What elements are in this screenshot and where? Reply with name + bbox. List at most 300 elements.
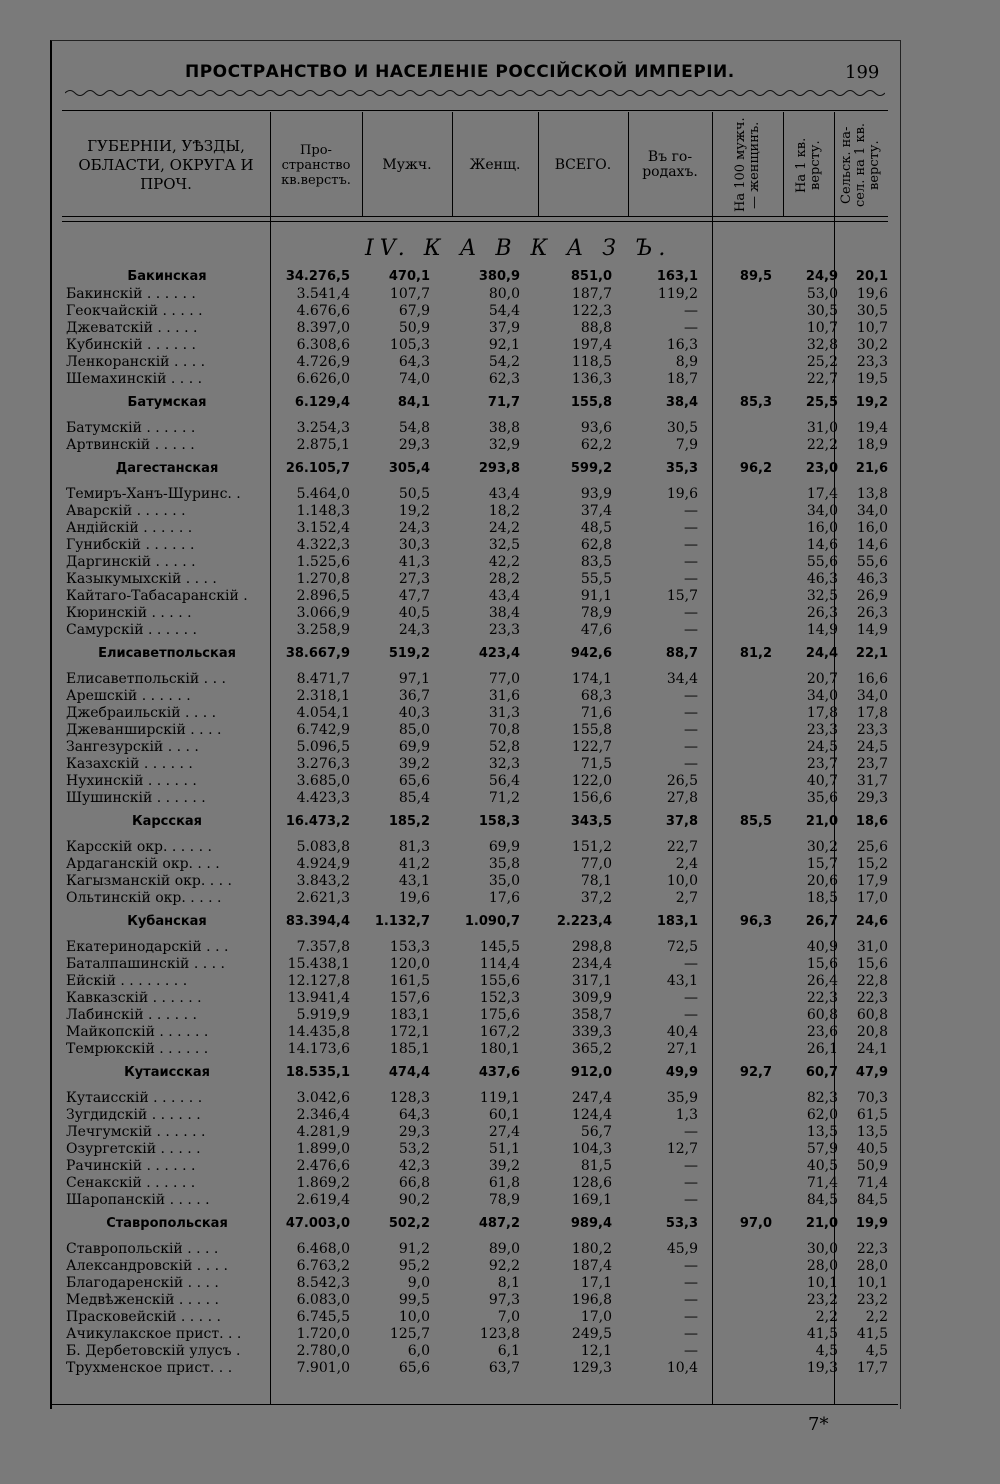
urban-cell: 12,7 [666,1141,698,1157]
urban-cell: — [684,605,698,621]
row-name: Джеватскій . . . . . [66,320,198,336]
rural-density-cell: 24,5 [856,739,888,755]
row-name: Кайтаго-Табасаранскій . [66,588,248,604]
women-cell: 63,7 [488,1360,520,1376]
total-cell: 129,3 [571,1360,612,1376]
total-cell: 118,5 [571,354,612,370]
total-cell: 56,7 [580,1124,612,1140]
area-cell: 14.435,8 [287,1024,350,1040]
density-cell: 60,7 [805,1065,838,1080]
rural-density-cell: 2,2 [865,1309,888,1325]
total-cell: 365,2 [571,1041,612,1057]
rural-density-cell: 24,1 [856,1041,888,1057]
density-cell: 18,5 [806,890,838,906]
men-cell: 470,1 [388,269,430,284]
men-cell: 90,2 [398,1192,430,1208]
women-cell: 54,4 [488,303,520,319]
row-name: Ейскій . . . . . . . . [66,973,188,989]
rural-density-cell: 19,2 [855,395,888,410]
area-cell: 1.525,6 [296,554,350,570]
women-cell: 487,2 [478,1216,520,1231]
women-cell: 175,6 [479,1007,520,1023]
men-cell: 64,3 [398,1107,430,1123]
rural-density-cell: 40,5 [856,1141,888,1157]
total-cell: 78,9 [580,605,612,621]
row-name: Батумскій . . . . . . [66,420,196,436]
men-cell: 95,2 [398,1258,430,1274]
row-name: Кагызманскій окр. . . . [66,873,233,889]
women-cell: 97,3 [488,1292,520,1308]
row-name: Елисаветпольская [98,646,236,661]
row-name: Баталпашинскій . . . . [66,956,225,972]
density-cell: 23,3 [806,722,838,738]
total-cell: 91,1 [580,588,612,604]
men-cell: 29,3 [398,1124,430,1140]
men-cell: 305,4 [388,461,430,476]
men-cell: 9,0 [407,1275,430,1291]
rural-density-cell: 29,3 [856,790,888,806]
area-cell: 7.357,8 [296,939,350,955]
area-cell: 26.105,7 [285,461,350,476]
row-name: Карсскій окр. . . . . . [66,839,212,855]
density-cell: 20,7 [806,671,838,687]
total-cell: 122,3 [571,303,612,319]
men-cell: 161,5 [389,973,430,989]
urban-cell: — [684,1309,698,1325]
total-cell: 93,6 [580,420,612,436]
district-row [62,605,892,622]
men-cell: 40,5 [398,605,430,621]
rural-density-cell: 26,9 [856,588,888,604]
rural-density-cell: 31,7 [856,773,888,789]
col-header-density: На 1 кв. версту. [794,137,823,193]
col-sep-3 [452,112,453,216]
density-cell: 23,6 [806,1024,838,1040]
total-cell: 93,9 [580,486,612,502]
area-cell: 7.901,0 [296,1360,350,1376]
area-cell: 1.148,3 [296,503,350,519]
women-cell: 39,2 [488,1158,520,1174]
women-cell: 92,1 [488,337,520,353]
men-cell: 99,5 [398,1292,430,1308]
total-cell: 247,4 [571,1090,612,1106]
district-row [62,756,892,773]
rural-density-cell: 30,5 [856,303,888,319]
total-cell: 88,8 [580,320,612,336]
urban-cell: — [684,705,698,721]
urban-cell: 2,4 [675,856,698,872]
rural-density-cell: 50,9 [856,1158,888,1174]
area-cell: 5.096,5 [296,739,350,755]
women-cell: 89,0 [488,1241,520,1257]
urban-cell: 163,1 [656,269,698,284]
total-cell: 155,8 [571,722,612,738]
total-cell: 234,4 [571,956,612,972]
area-cell: 1.869,2 [296,1175,350,1191]
col-header-men: Мужч. [382,156,432,173]
total-cell: 128,6 [571,1175,612,1191]
district-row [62,1241,892,1258]
area-cell: 6.083,0 [296,1292,350,1308]
men-cell: 41,2 [398,856,430,872]
urban-cell: 15,7 [666,588,698,604]
col-sep-2 [362,112,363,216]
rural-density-cell: 19,9 [855,1216,888,1231]
women-cell: 38,4 [488,605,520,621]
area-cell: 4.726,9 [296,354,350,370]
urban-cell: 10,4 [666,1360,698,1376]
col-header-name: ГУБЕРНІИ, УѢЗДЫ, ОБЛАСТИ, ОКРУГА И ПРОЧ. [78,136,254,193]
men-cell: 64,3 [398,354,430,370]
women-cell: 437,6 [478,1065,520,1080]
row-name: Нухинскій . . . . . . [66,773,197,789]
density-cell: 17,8 [806,705,838,721]
density-cell: 30,5 [806,303,838,319]
row-name: Ачикулакское прист. . . [66,1326,242,1342]
page-title: ПРОСТРАНСТВО И НАСЕЛЕНІЕ РОССІЙСКОЙ ИМПЕРІИ. [185,62,735,82]
urban-cell: — [684,1158,698,1174]
density-cell: 24,5 [806,739,838,755]
men-cell: 105,3 [389,337,430,353]
rural-density-cell: 13,8 [856,486,888,502]
men-cell: 24,3 [398,520,430,536]
district-row [62,622,892,639]
women-cell: 28,2 [488,571,520,587]
urban-cell: 49,9 [665,1065,698,1080]
urban-cell: 119,2 [657,286,698,302]
urban-cell: 8,9 [675,354,698,370]
total-cell: 37,2 [580,890,612,906]
district-row [62,588,892,605]
page-number: 199 [845,62,880,83]
district-row [62,286,892,303]
women-cell: 155,6 [479,973,520,989]
density-cell: 46,3 [806,571,838,587]
women-cell: 423,4 [478,646,520,661]
urban-cell: 43,1 [666,973,698,989]
density-cell: 2,2 [815,1309,838,1325]
rural-density-cell: 15,2 [856,856,888,872]
women-cell: 152,3 [479,990,520,1006]
rural-density-cell: 30,2 [856,337,888,353]
area-cell: 3.152,4 [296,520,350,536]
total-cell: 187,7 [571,286,612,302]
men-cell: 43,1 [398,873,430,889]
district-row [62,520,892,537]
district-row [62,1007,892,1024]
density-cell: 26,1 [806,1041,838,1057]
density-cell: 4,5 [815,1343,838,1359]
density-cell: 22,7 [806,371,838,387]
header-top-rule [62,110,888,111]
urban-cell: — [684,1275,698,1291]
urban-cell: — [684,520,698,536]
urban-cell: 1,3 [675,1107,698,1123]
per100-cell: 96,3 [739,914,772,929]
row-name: Ольтинскій окр. . . . . [66,890,222,906]
density-cell: 14,9 [806,622,838,638]
density-cell: 24,9 [805,269,838,284]
district-row [62,1192,892,1209]
area-cell: 2.875,1 [296,437,350,453]
area-cell: 1.899,0 [296,1141,350,1157]
row-name: Ленкоранскій . . . . [66,354,206,370]
row-name: Джеванширскій . . . . [66,722,222,738]
district-row [62,1309,892,1326]
women-cell: 60,1 [488,1107,520,1123]
row-name: Геокчайскій . . . . . [66,303,203,319]
area-cell: 6.745,5 [296,1309,350,1325]
signature-mark: 7* [808,1414,829,1435]
row-name: Гунибскій . . . . . . [66,537,195,553]
row-name: Рачинскій . . . . . . [66,1158,196,1174]
men-cell: 40,3 [398,705,430,721]
per100-cell: 92,7 [739,1065,772,1080]
density-cell: 13,5 [806,1124,838,1140]
header-bottom-rule-2 [62,221,888,222]
district-row [62,939,892,956]
province-row [62,394,892,411]
total-cell: 358,7 [571,1007,612,1023]
urban-cell: — [684,956,698,972]
men-cell: 85,4 [398,790,430,806]
row-name: Ставропольскій . . . . [66,1241,219,1257]
district-row [62,688,892,705]
total-cell: 155,8 [570,395,612,410]
density-cell: 26,3 [806,605,838,621]
district-row [62,1141,892,1158]
province-row [62,1064,892,1081]
men-cell: 183,1 [389,1007,430,1023]
row-name: Арешскій . . . . . . [66,688,191,704]
total-cell: 71,6 [580,705,612,721]
density-cell: 35,6 [806,790,838,806]
area-cell: 3.254,3 [296,420,350,436]
district-row [62,956,892,973]
men-cell: 19,6 [398,890,430,906]
district-row [62,773,892,790]
density-cell: 31,0 [806,420,838,436]
urban-cell: — [684,1175,698,1191]
women-cell: 32,5 [488,537,520,553]
women-cell: 62,3 [488,371,520,387]
total-cell: 989,4 [570,1216,612,1231]
rural-density-cell: 20,8 [856,1024,888,1040]
total-cell: 851,0 [570,269,612,284]
rural-density-cell: 22,8 [856,973,888,989]
area-cell: 14.173,6 [287,1041,350,1057]
row-name: Елисаветпольскій . . . [66,671,226,687]
rural-density-cell: 18,9 [856,437,888,453]
per100-cell: 81,2 [739,646,772,661]
district-row [62,990,892,1007]
row-name: Трухменское прист. . . [66,1360,233,1376]
row-name: Лабинскій . . . . . . [66,1007,197,1023]
urban-cell: 88,7 [665,646,698,661]
urban-cell: — [684,688,698,704]
rural-density-cell: 17,8 [856,705,888,721]
rural-density-cell: 19,6 [856,286,888,302]
col-header-urban: Въ го-родахъ. [642,149,698,180]
district-row [62,1175,892,1192]
row-name: Лечгумскій . . . . . . [66,1124,206,1140]
urban-cell: 35,9 [666,1090,698,1106]
men-cell: 29,3 [398,437,430,453]
area-cell: 2.346,4 [296,1107,350,1123]
men-cell: 502,2 [388,1216,430,1231]
area-cell: 8.542,3 [296,1275,350,1291]
row-name: Кутаисская [124,1065,210,1080]
rural-density-cell: 16,0 [856,520,888,536]
women-cell: 92,2 [488,1258,520,1274]
rural-density-cell: 46,3 [856,571,888,587]
urban-cell: — [684,303,698,319]
col-header-women: Женщ. [469,156,521,173]
area-cell: 6.626,0 [296,371,350,387]
col-header-rural-density: Сельск. на-сел. на 1 кв. версту. [839,122,882,208]
district-row [62,890,892,907]
rural-density-cell: 60,8 [856,1007,888,1023]
district-row [62,1024,892,1041]
rural-density-cell: 13,5 [856,1124,888,1140]
urban-cell: 45,9 [666,1241,698,1257]
district-row [62,537,892,554]
district-row [62,1343,892,1360]
row-name: Медвѣженскій . . . . . [66,1292,219,1308]
row-name: Джебраильскій . . . . [66,705,217,721]
per100-cell: 85,3 [739,395,772,410]
men-cell: 74,0 [398,371,430,387]
total-cell: 12,1 [580,1343,612,1359]
rural-density-cell: 22,3 [856,990,888,1006]
urban-cell: 30,5 [666,420,698,436]
total-cell: 77,0 [580,856,612,872]
area-cell: 34.276,5 [285,269,350,284]
total-cell: 180,2 [571,1241,612,1257]
urban-cell: 35,3 [665,461,698,476]
area-cell: 4.322,3 [296,537,350,553]
district-row [62,839,892,856]
urban-cell: 37,8 [665,814,698,829]
urban-cell: — [684,1007,698,1023]
total-cell: 47,6 [580,622,612,638]
total-cell: 169,1 [571,1192,612,1208]
density-cell: 41,5 [806,1326,838,1342]
men-cell: 474,4 [388,1065,430,1080]
density-cell: 34,0 [806,503,838,519]
men-cell: 157,6 [389,990,430,1006]
total-cell: 599,2 [570,461,612,476]
total-cell: 122,0 [571,773,612,789]
area-cell: 3.258,9 [296,622,350,638]
total-cell: 339,3 [571,1024,612,1040]
row-name: Шаропанскій . . . . . [66,1192,210,1208]
area-cell: 1.270,8 [296,571,350,587]
women-cell: 7,0 [497,1309,520,1325]
area-cell: 2.621,3 [296,890,350,906]
urban-cell: — [684,537,698,553]
row-name: Кутаисскій . . . . . . [66,1090,203,1106]
col-sep-5 [628,112,629,216]
table-bottom-rule [52,1404,898,1405]
rural-density-cell: 23,2 [856,1292,888,1308]
province-row [62,813,892,830]
women-cell: 80,0 [488,286,520,302]
area-cell: 18.535,1 [285,1065,350,1080]
women-cell: 114,4 [479,956,520,972]
total-cell: 249,5 [571,1326,612,1342]
rural-density-cell: 4,5 [865,1343,888,1359]
district-row [62,320,892,337]
men-cell: 153,3 [389,939,430,955]
area-cell: 2.619,4 [296,1192,350,1208]
total-cell: 55,5 [580,571,612,587]
total-cell: 48,5 [580,520,612,536]
urban-cell: 16,3 [666,337,698,353]
area-cell: 4.423,3 [296,790,350,806]
area-cell: 2.896,5 [296,588,350,604]
district-row [62,371,892,388]
men-cell: 91,2 [398,1241,430,1257]
density-cell: 25,2 [806,354,838,370]
women-cell: 293,8 [478,461,520,476]
men-cell: 24,3 [398,622,430,638]
urban-cell: 2,7 [675,890,698,906]
density-cell: 20,6 [806,873,838,889]
district-row [62,1275,892,1292]
header-bottom-rule [62,216,888,217]
men-cell: 519,2 [388,646,430,661]
density-cell: 26,7 [805,914,838,929]
district-row [62,856,892,873]
district-row [62,554,892,571]
row-name: Андійскій . . . . . . [66,520,193,536]
col-header-per100: На 100 мужч.— женщинъ. [733,117,762,213]
urban-cell: — [684,503,698,519]
area-cell: 16.473,2 [285,814,350,829]
men-cell: 42,3 [398,1158,430,1174]
urban-cell: — [684,722,698,738]
rural-density-cell: 31,0 [856,939,888,955]
rural-density-cell: 23,3 [856,354,888,370]
men-cell: 67,9 [398,303,430,319]
women-cell: 24,2 [488,520,520,536]
district-row [62,1258,892,1275]
density-cell: 84,5 [806,1192,838,1208]
density-cell: 14,6 [806,537,838,553]
row-name: Благодаренскій . . . . [66,1275,219,1291]
urban-cell: 27,1 [666,1041,698,1057]
row-name: Карсская [131,814,203,829]
men-cell: 107,7 [389,286,430,302]
total-cell: 343,5 [570,814,612,829]
area-cell: 15.438,1 [287,956,350,972]
area-cell: 3.276,3 [296,756,350,772]
district-row [62,303,892,320]
women-cell: 158,3 [478,814,520,829]
density-cell: 26,4 [806,973,838,989]
rural-density-cell: 19,4 [856,420,888,436]
men-cell: 27,3 [398,571,430,587]
rural-density-cell: 10,1 [856,1275,888,1291]
women-cell: 42,2 [488,554,520,570]
urban-cell: 38,4 [665,395,698,410]
row-name: Зангезурскій . . . . [66,739,199,755]
total-cell: 136,3 [571,371,612,387]
row-name: Сенакскій . . . . . . [66,1175,196,1191]
row-name: Кавказскій . . . . . . [66,990,202,1006]
men-cell: 65,6 [398,773,430,789]
